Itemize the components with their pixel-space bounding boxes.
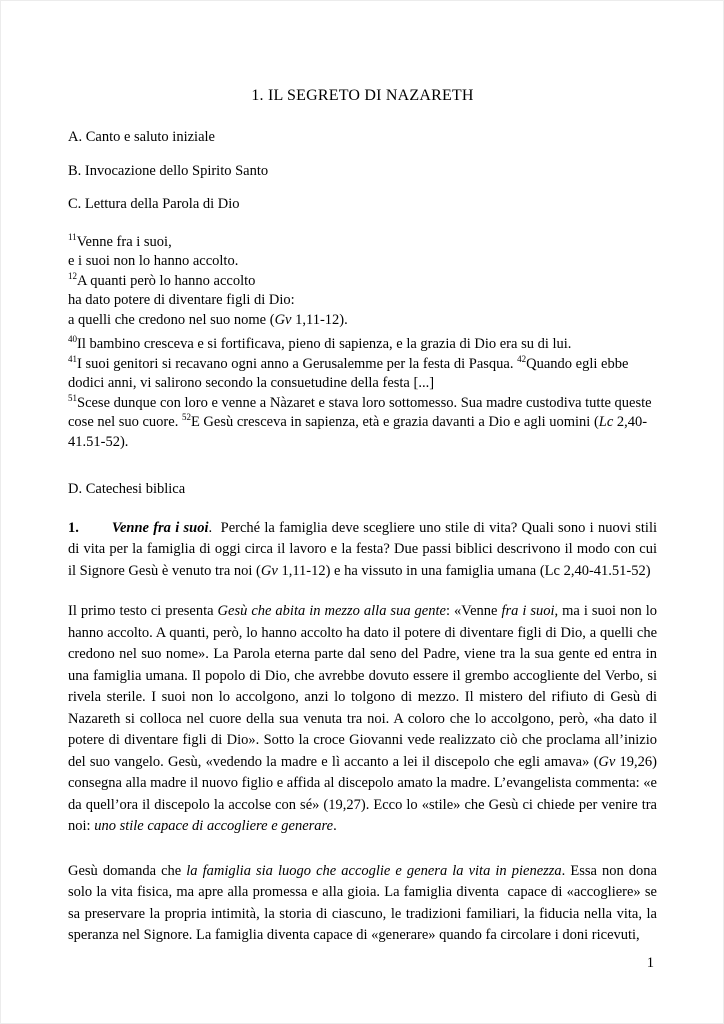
section-b-invocazione: B. Invocazione dello Spirito Santo — [68, 162, 269, 179]
page-number: 1 — [646, 955, 654, 971]
gospel-quote-john — [68, 233, 657, 331]
verse-line: e i suoi non lo hanno accolto. — [68, 253, 239, 269]
section-a-canto: A. Canto e saluto iniziale — [68, 129, 215, 145]
paragraph-famiglia: Gesù domanda che la famiglia sia luogo che accoglie e genera la vita in pienezza. Essa non dona solo la vita fisica, ma apre alla promessa e alla gioia. La famiglia diventa capace di «accogliere» se sa preservare la propria intimità, la storia di ciascuno, le tradizioni familiari, la fiducia nella vita, la speranza nel Signore. La famiglia diventa capace di «generare» quando fa circolare i doni ricevuti, — [68, 862, 657, 943]
verse-line: ha dato potere di diventare figli di Dio: — [68, 292, 295, 308]
verse-line: a quelli che credono nel suo nome (Gv 1,11-12). — [68, 311, 348, 328]
gospel-quote-luke — [68, 335, 657, 452]
page-title: 1. IL SEGRETO DI NAZARETH — [251, 87, 474, 104]
verse-line: $^{11}$Venne fra i suoi, — [68, 231, 172, 250]
verse-line: $^{40}$Il bambino cresceva e si fortificava, pieno di sapienza, e la grazia di Dio era su di lui. — [68, 334, 572, 352]
verse-line: $^{41}$I suoi genitori si recavano ogni anno a Gerusalemme per la festa di Pasqua. $^{42}$Quando egli ebbe dodici anni, vi salirono secondo la consuetudine della festa [...] — [68, 353, 629, 391]
section-c-lettura: C. Lettura della Parola di Dio — [68, 196, 240, 212]
paragraph-primo-testo: Il primo testo ci presenta Gesù che abita in mezzo alla sua gente: «Venne fra i suoi, ma i suoi non lo hanno accolto. A quanti, però, lo hanno accolto ha dato il potere di diventare figli di Dio, a quelli che credono nel suo nome». La Parola eterna parte dal seno del Padre, viene tra la sua gente ed entra in una famiglia umana. Il popolo di Dio, che avrebbe dovuto essere il grembo accogliente del Verbo, si rivela sterile. I suoi non lo accolgono, anzi lo tolgono di mezzo. Il mistero del rifiuto di Gesù di Nazareth si colloca nel cuore della sua venuta tra noi. A coloro che lo accolgono, però, «ha dato il potere di diventare figli di Dio». Sotto la croce Giovanni vede realizzato ciò che proclama all’inizio del suo vangelo. Gesù, «vedendo la madre e lì accanto a lei il discepolo che egli amava» (Gv 19,26) consegna alla madre il nuovo figlio e affida al discepolo amato la madre. L’evangelista commenta: «e da quell’ora il discepolo la accolse con sé» (19,27). Ecco lo «stile» che Gesù ci chiede per venire tra noi: uno stile capace di accogliere e generare. — [68, 603, 657, 834]
verse-line: $^{12}$A quanti però lo hanno accolto — [68, 270, 256, 289]
catechesis-point-1: 1. Venne fra i suoi. Perché la famiglia deve scegliere uno stile di vita? Quali sono i nuovi stili di vita per la famiglia di oggi circa il lavoro e la festa? Due passi biblici descrivono il modo con cui il Signore Gesù è venuto tra noi (Gv 1,11-12) e ha vissuto in una famiglia umana (Lc 2,40-41.51-52) — [68, 519, 657, 579]
section-d-catechesi: D. Catechesi biblica — [68, 481, 186, 497]
verse-line: $^{51}$Scese dunque con loro e venne a Nàzaret e stava loro sottomesso. Sua madre custodiva tutte queste cose nel suo cuore. $^{52}$E Gesù cresceva in sapienza, età e grazia davanti a Dio e agli uomini (Lc 2,40-41.51-52). — [68, 392, 652, 450]
